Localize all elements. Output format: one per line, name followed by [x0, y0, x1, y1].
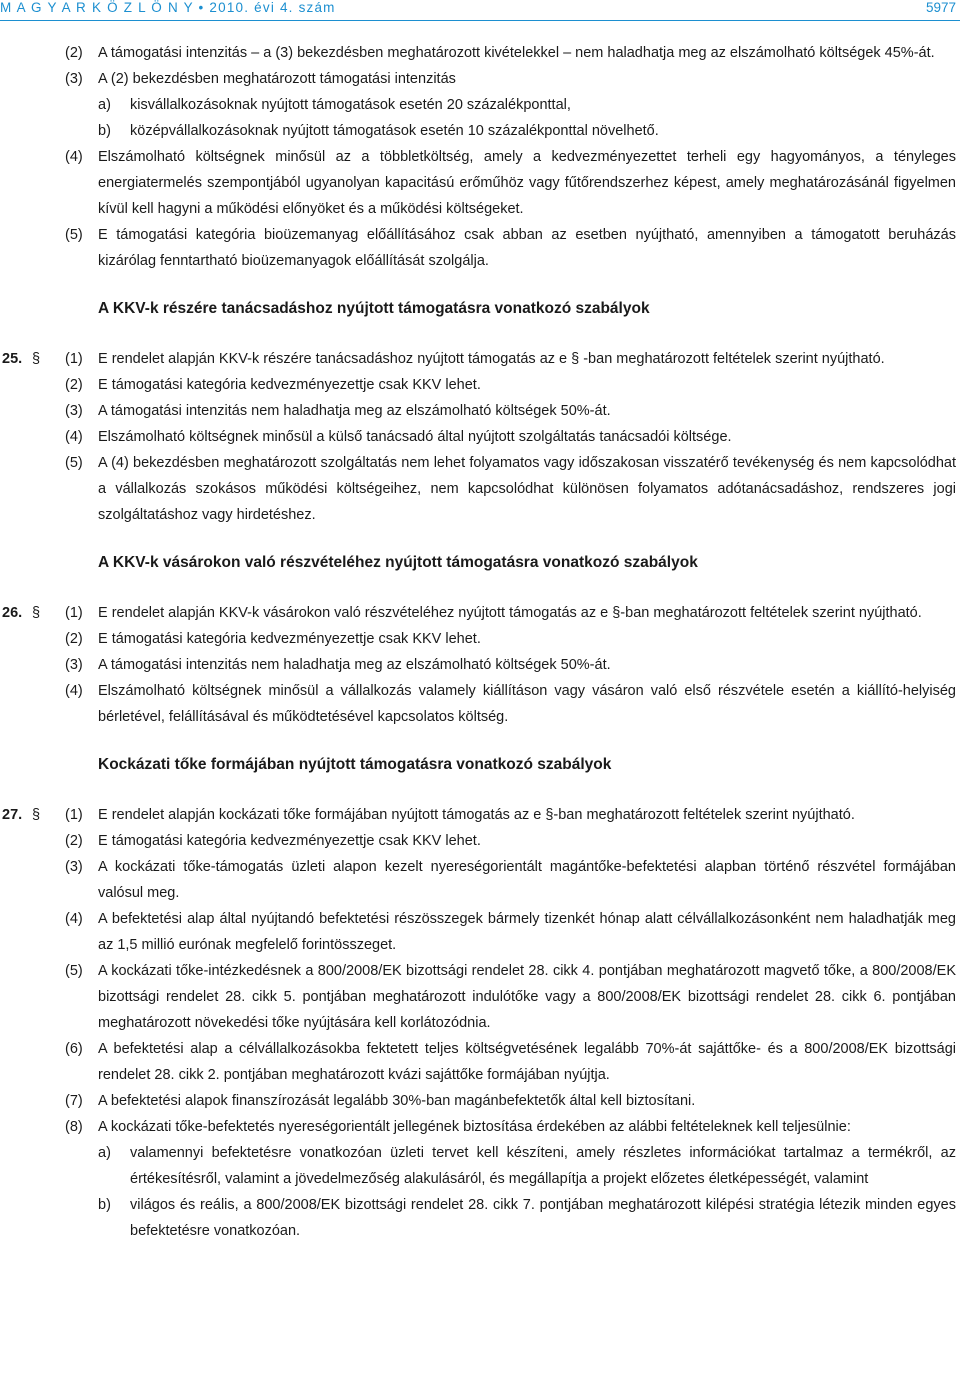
- paragraph-text: A támogatási intenzitás nem haladhatja meg az elszámolható költségek 50%-át.: [98, 403, 611, 419]
- list-item: [0, 118, 960, 144]
- paragraph-text: A kockázati tőke-befektetés nyereségorientált jellegének biztosítása érdekében az alábbi feltételeknek kell teljesülnie:: [98, 1119, 851, 1135]
- paragraph-text: E rendelet alapján kockázati tőke formájában nyújtott támogatás az e §-ban meghatározott feltételek szerint nyújtható.: [98, 807, 855, 823]
- list-item: [0, 1140, 960, 1192]
- paragraph-text: kisvállalkozásoknak nyújtott támogatások esetén 20 százalékponttal,: [130, 97, 571, 113]
- paragraph-number: (4): [65, 149, 83, 165]
- paragraph-number: (2): [65, 45, 83, 61]
- paragraph-text: középvállalkozásoknak nyújtott támogatások esetén 10 százalékponttal növelhető.: [130, 123, 659, 139]
- paragraph: [0, 346, 960, 372]
- header-rule: [0, 20, 960, 21]
- paragraph-number: (6): [65, 1041, 83, 1057]
- paragraph-text: E rendelet alapján KKV-k vásárokon való részvételéhez nyújtott támogatás az e §-ban meghatározott feltételek szerint nyújtható.: [98, 605, 922, 621]
- paragraph-text: A befektetési alap a célvállalkozásokba fektetett teljes költségvetésének legalább 70%-át sajáttőke- és a 800/2008/EK bizottsági rendelet 28. cikk 2. pontjában meghatározott kvázi sajáttőke formájában nyújtja.: [98, 1041, 956, 1083]
- paragraph-number: (1): [65, 351, 83, 367]
- paragraph: [0, 1036, 960, 1088]
- section-number: 25.: [2, 351, 23, 367]
- paragraph-number: (4): [65, 683, 83, 699]
- item-label: a): [98, 97, 111, 113]
- paragraph-number: (2): [65, 377, 83, 393]
- paragraph: [0, 626, 960, 652]
- paragraph: [0, 854, 960, 906]
- paragraph-text: A kockázati tőke-támogatás üzleti alapon kezelt nyereségorientált magántőke-befektetési alapban történő részvétel formájában valósul meg.: [98, 859, 956, 901]
- section-heading: A KKV-k részére tanácsadáshoz nyújtott támogatásra vonatkozó szabályok: [98, 300, 650, 317]
- paragraph-text: A kockázati tőke-intézkedésnek a 800/2008/EK bizottsági rendelet 28. cikk 4. pontjában meghatározott magvető tőke, a 800/2008/EK bizottsági rendelet 28. cikk 5. pontjában meghatározott indulótőke vagy a 800/2008/EK bizottsági rendelet 28. cikk 6. pontjában meghatározott növekedési tőke nyújtására kell korlátozódnia.: [98, 963, 956, 1031]
- paragraph-number: (2): [65, 631, 83, 647]
- paragraph: [0, 222, 960, 274]
- paragraph-text: valamennyi befektetésre vonatkozóan üzleti tervet kell készíteni, amely részletes információkat tartalmaz a termékről, az értékesítésről, valamint a jövedelmezőség alakulásáról, és megállapítja a projekt előzetes életképességét, valamint: [130, 1145, 956, 1187]
- paragraph: [0, 372, 960, 398]
- paragraph-number: (4): [65, 429, 83, 445]
- item-label: b): [98, 123, 111, 139]
- paragraph-text: Elszámolható költségnek minősül az a többletköltség, amely a kedvezményezettet terheli egy hagyományos, a tényleges energiatermelés szempontjából ugyanolyan kapacitású erőműhöz vagy fűtőrendszerhez képest, amely meghatározásánál figyelmen kívül kell hagyni a működési előnyöket és a működési költségeket.: [98, 149, 956, 217]
- paragraph: [0, 600, 960, 626]
- paragraph: [0, 1114, 960, 1140]
- item-label: a): [98, 1145, 111, 1161]
- paragraph-text: Elszámolható költségnek minősül a vállalkozás valamely kiállításon vagy vásáron való első részvétele esetén a kiállító-helyiség bérletével, felállításával és működtetésével kapcsolatos költség.: [98, 683, 956, 725]
- paragraph-number: (3): [65, 71, 83, 87]
- issue-label: 2010. évi 4. szám: [209, 0, 336, 15]
- paragraph-text: E támogatási kategória bioüzemanyag előállításához csak abban az esetben nyújtható, amennyiben a támogatott beruházás kizárólag fenntartható bioüzemanyagok előállítását szolgálja.: [98, 227, 956, 269]
- paragraph-text: E támogatási kategória kedvezményezettje csak KKV lehet.: [98, 631, 481, 647]
- section-heading: A KKV-k vásárokon való részvételéhez nyújtott támogatásra vonatkozó szabályok: [98, 554, 698, 571]
- spacer: [0, 274, 960, 296]
- paragraph-number: (7): [65, 1093, 83, 1109]
- journal-title: M A G Y A R K Ö Z L Ö N Y: [0, 0, 194, 15]
- paragraph-text: A támogatási intenzitás nem haladhatja meg az elszámolható költségek 50%-át.: [98, 657, 611, 673]
- list-item: [0, 1192, 960, 1244]
- page-number: 5977: [925, 0, 956, 15]
- paragraph-number: (4): [65, 911, 83, 927]
- spacer: [0, 730, 960, 752]
- section-symbol: §: [32, 351, 41, 367]
- paragraph: [0, 144, 960, 222]
- spacer: [0, 778, 960, 802]
- section-number: 27.: [2, 807, 23, 823]
- section-symbol: §: [32, 807, 41, 823]
- paragraph-number: (5): [65, 455, 83, 471]
- paragraph-text: A (2) bekezdésben meghatározott támogatási intenzitás: [98, 71, 456, 87]
- paragraph: [0, 66, 960, 92]
- paragraph-text: világos és reális, a 800/2008/EK bizottsági rendelet 28. cikk 7. pontjában meghatározott kilépési stratégia létezik minden egyes befektetésre vonatkozóan.: [130, 1197, 956, 1239]
- paragraph-text: E támogatási kategória kedvezményezettje csak KKV lehet.: [98, 377, 481, 393]
- paragraph-text: E rendelet alapján KKV-k részére tanácsadáshoz nyújtott támogatás az e § -ban meghatározott feltételek szerint nyújtható.: [98, 351, 885, 367]
- paragraph-number: (5): [65, 227, 83, 243]
- paragraph: [0, 450, 960, 528]
- paragraph: [0, 40, 960, 66]
- paragraph: [0, 1088, 960, 1114]
- section-number: 26.: [2, 605, 23, 621]
- paragraph-text: A befektetési alapok finanszírozását legalább 30%-ban magánbefektetők által kell biztosítani.: [98, 1093, 696, 1109]
- spacer: [0, 576, 960, 600]
- spacer: [0, 528, 960, 550]
- paragraph: [0, 958, 960, 1036]
- paragraph: [0, 424, 960, 450]
- bullet-separator: •: [198, 0, 205, 15]
- list-item: [0, 92, 960, 118]
- paragraph-text: A (4) bekezdésben meghatározott szolgáltatás nem lehet folyamatos vagy időszakosan visszatérő tevékenység és nem kapcsolódhat a vállalkozás szokásos működési költségeihez, nem kapcsolódhat különösen folyamatos adótanácsadáshoz, rendszeres jogi szolgáltatáshoz vagy hirdetéshez.: [98, 455, 956, 523]
- paragraph-text: Elszámolható költségnek minősül a külső tanácsadó által nyújtott szolgáltatás tanácsadói költsége.: [98, 429, 732, 445]
- paragraph: [0, 802, 960, 828]
- paragraph-text: A támogatási intenzitás – a (3) bekezdésben meghatározott kivételekkel – nem haladhatja meg az elszámolható költségek 45%-át.: [98, 45, 935, 61]
- page-header: [0, 0, 960, 16]
- document-body: [0, 40, 960, 1244]
- paragraph: [0, 398, 960, 424]
- spacer: [0, 322, 960, 346]
- paragraph: [0, 906, 960, 958]
- paragraph-number: (5): [65, 963, 83, 979]
- paragraph-number: (1): [65, 605, 83, 621]
- paragraph-number: (3): [65, 403, 83, 419]
- section-heading: Kockázati tőke formájában nyújtott támogatásra vonatkozó szabályok: [98, 756, 612, 773]
- paragraph-number: (1): [65, 807, 83, 823]
- item-label: b): [98, 1197, 111, 1213]
- paragraph: [0, 652, 960, 678]
- paragraph-number: (3): [65, 657, 83, 673]
- paragraph-number: (8): [65, 1119, 83, 1135]
- paragraph-text: E támogatási kategória kedvezményezettje csak KKV lehet.: [98, 833, 481, 849]
- paragraph: [0, 828, 960, 854]
- running-head: [0, 0, 336, 16]
- paragraph-number: (2): [65, 833, 83, 849]
- section-symbol: §: [32, 605, 41, 621]
- paragraph-text: A befektetési alap által nyújtandó befektetési részösszegek bármely tizenkét hónap alatt célvállalkozásonként nem haladhatják meg az 1,5 millió eurónak megfelelő forintösszeget.: [98, 911, 956, 953]
- paragraph-number: (3): [65, 859, 83, 875]
- paragraph: [0, 678, 960, 730]
